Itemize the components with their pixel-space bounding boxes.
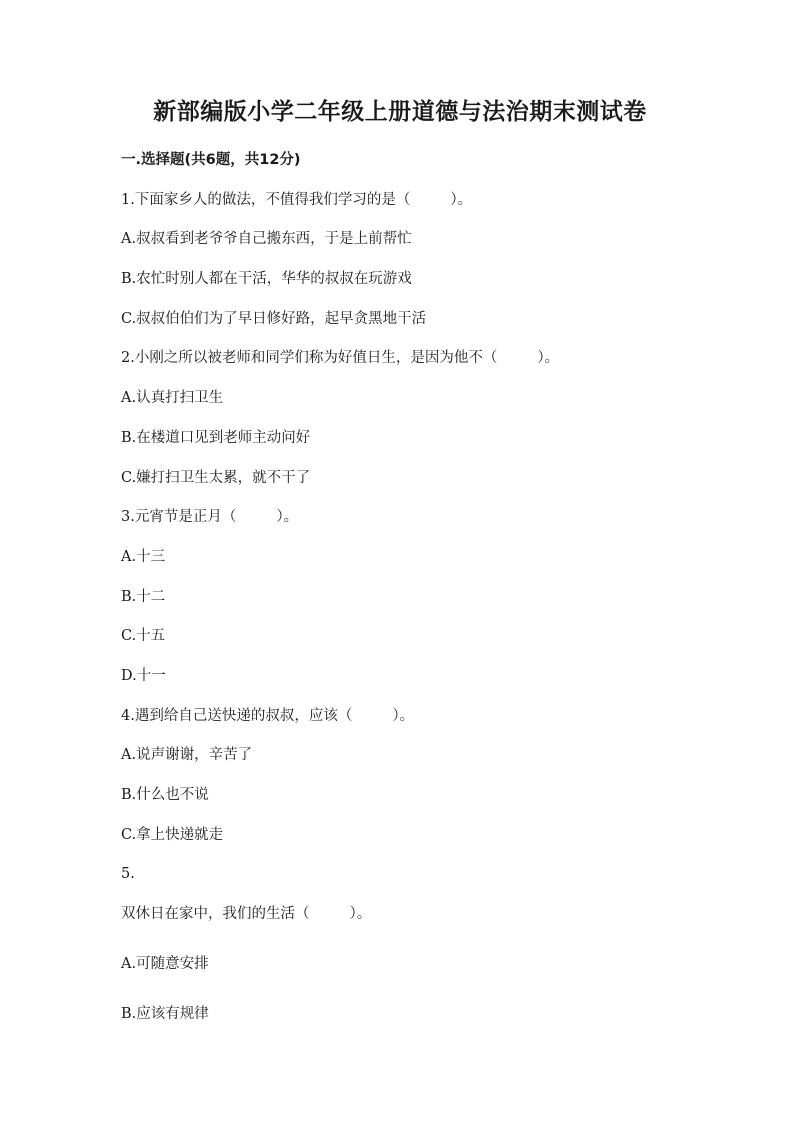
question-4-option-c: C.拿上快递就走	[121, 827, 224, 843]
question-3-stem-suffix: ）。	[276, 509, 299, 525]
question-1-stem	[121, 190, 472, 210]
question-4-stem	[121, 706, 414, 726]
question-2-stem	[121, 348, 559, 368]
question-4-stem-suffix: ）。	[392, 708, 415, 724]
question-4-stem-prefix: 4.遇到给自己送快递的叔叔，应该（	[121, 708, 353, 724]
question-4-option-a: A.说声谢谢，辛苦了	[121, 747, 253, 763]
question-2-stem-suffix: ）。	[537, 350, 560, 366]
question-5-stem-prefix: 双休日在家中，我们的生活（	[121, 906, 310, 922]
question-5-option-a: A.可随意安排	[121, 956, 209, 972]
question-3-stem-prefix: 3.元宵节是正月（	[121, 509, 237, 525]
question-1-option-c: C.叔叔伯伯们为了早日修好路，起早贪黑地干活	[121, 311, 427, 327]
question-2-option-a: A.认真打扫卫生	[121, 390, 224, 406]
question-1-stem-prefix: 1.下面家乡人的做法，不值得我们学习的是（	[121, 192, 411, 208]
question-3-option-d: D.十一	[121, 668, 166, 684]
question-5-option-b: B.应该有规律	[121, 1006, 209, 1022]
question-1-option-a: A.叔叔看到老爷爷自己搬东西，于是上前帮忙	[121, 231, 412, 247]
question-2-option-c: C.嫌打扫卫生太累，就不干了	[121, 470, 311, 486]
page-title: 新部编版小学二年级上册道德与法治期末测试卷	[153, 99, 647, 125]
question-5-number: 5.	[121, 866, 135, 882]
question-3-option-c: C.十五	[121, 628, 166, 644]
question-2-stem-prefix: 2.小刚之所以被老师和同学们称为好值日生，是因为他不（	[121, 350, 498, 366]
question-5-stem	[121, 904, 371, 924]
question-2-option-b: B.在楼道口见到老师主动问好	[121, 430, 311, 446]
section-heading: 一.选择题(共6题，共12分)	[121, 152, 301, 168]
question-3-option-b: B.十二	[121, 589, 166, 605]
question-3-stem	[121, 507, 298, 527]
question-5-stem-suffix: ）。	[349, 906, 372, 922]
question-1-stem-suffix: ）。	[450, 192, 473, 208]
question-4-option-b: B.什么也不说	[121, 787, 209, 803]
question-1-option-b: B.农忙时别人都在干活，华华的叔叔在玩游戏	[121, 271, 412, 287]
question-3-option-a: A.十三	[121, 549, 166, 565]
